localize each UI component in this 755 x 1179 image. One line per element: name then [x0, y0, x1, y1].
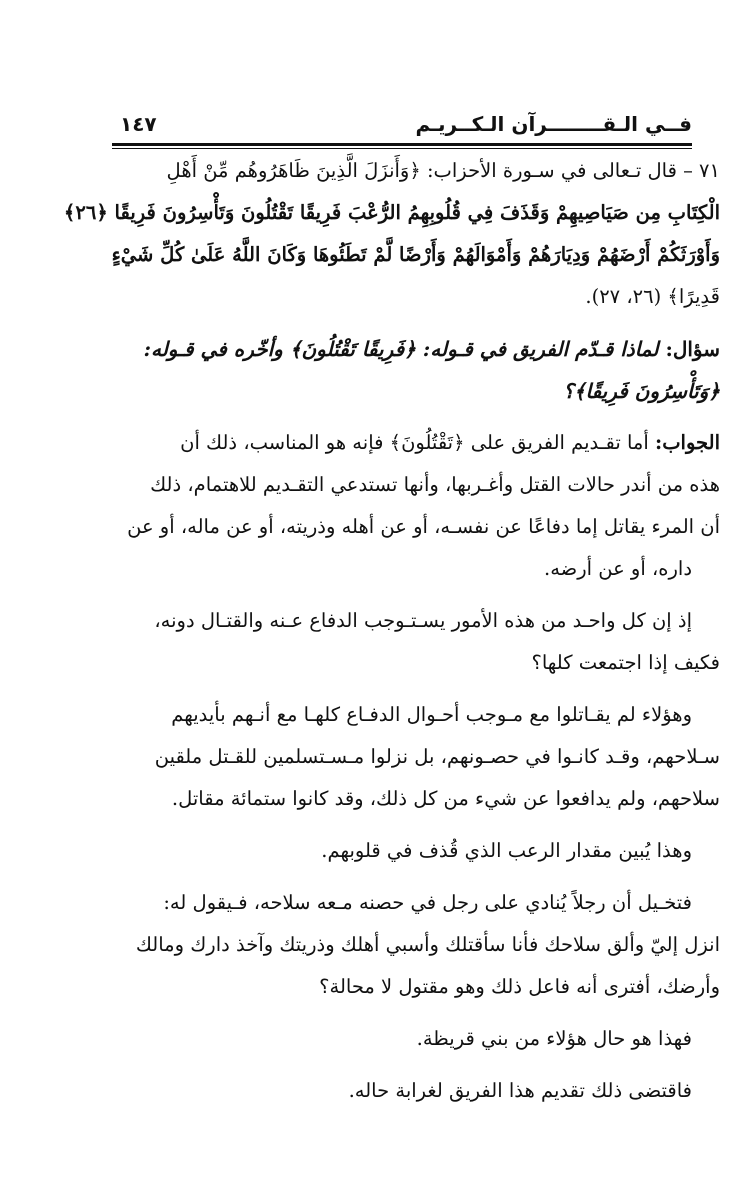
- page-number: ١٤٧: [120, 112, 157, 136]
- page-body: [63, 150, 720, 1122]
- text-line: فهذا هو حال هؤلاء من بني قريظة.: [416, 1027, 692, 1050]
- text-line: فاقتضى ذلك تقديم هذا الفريق لغرابة حاله.: [348, 1079, 692, 1102]
- answer-text: أما تقـديم الفريق على ﴿تَقْتُلُونَ﴾ فإنه هو المناسب، ذلك أن: [180, 431, 649, 454]
- verse-line: قَدِيرًا﴾ (٢٦، ٢٧).: [585, 285, 720, 308]
- question-label: سؤال:: [665, 337, 720, 361]
- text-line: فكيف إذا اجتمعت كلها؟: [531, 651, 720, 674]
- answer-label: الجواب:: [655, 431, 720, 454]
- text-line: سلاحهم، ولم يدافعوا عن شيء من كل ذلك، وقد كانوا ستمائة مقاتل.: [171, 787, 720, 810]
- page-header: [112, 112, 692, 140]
- text-line: وأرضك، أفترى أنه فاعل ذلك وهو مقتول لا محالة؟: [319, 975, 720, 998]
- question-paragraph: [66, 328, 720, 412]
- verse-line: وَأَوْرَثَكُمْ أَرْضَهُمْ وَدِيَارَهُمْ وَأَمْوَالَهُمْ وَأَرْضًا لَّمْ تَطَئُوهَا وَكَانَ اللَّهُ عَلَىٰ كُلِّ شَيْءٍ: [111, 243, 720, 266]
- paragraph: [66, 830, 720, 872]
- answer-line: [66, 422, 720, 464]
- answer-line: داره، أو عن أرضه.: [544, 557, 692, 580]
- paragraph: [66, 1018, 720, 1060]
- text-line: سـلاحهم، وقـد كانـوا في حصـونهم، بل نزلوا مـسـتسلمين للقـتل ملقين: [154, 745, 720, 768]
- running-title: فــي الـقــــــــرآن الـكــريـم: [415, 112, 692, 136]
- header-rule: [112, 143, 692, 149]
- text-line: وهؤلاء لم يقـاتلوا مع مـوجب أحـوال الدفـاع كلهـا مع أنـهم بأيديهم: [171, 703, 692, 726]
- question-line: [66, 328, 720, 370]
- answer-line: أن المرء يقاتل إما دفاعًا عن نفسـه، أو عن أهله وذريته، أو عن ماله، أو عن: [127, 515, 720, 538]
- paragraph: [66, 882, 720, 1008]
- question-line: ﴿وَتَأْسِرُونَ فَرِيقًا﴾؟: [563, 379, 720, 403]
- answer-line: هذه من أندر حالات القتل وأغـربها، وأنها تستدعي التقـديم للاهتمام، ذلك: [150, 473, 720, 496]
- text-line: وهذا يُبين مقدار الرعب الذي قُذف في قلوبهم.: [321, 839, 692, 862]
- verse-line: الْكِتَابِ مِن صَيَاصِيهِمْ وَقَذَفَ فِي قُلُوبِهِمُ الرُّعْبَ فَرِيقًا تَقْتُلُونَ وَتَأْسِرُونَ فَرِيقًا ﴿٢٦﴾: [63, 201, 720, 224]
- verse-71-paragraph: [63, 150, 720, 318]
- text-line: انزل إليّ وألق سلاحك فأنا سأقتلك وأسبي أهلك وذريتك وآخذ دارك ومالك: [135, 933, 720, 956]
- answer-paragraph: [66, 422, 720, 590]
- paragraph: [66, 694, 720, 820]
- paragraph: [66, 1070, 720, 1112]
- question-text: لماذا قـدّم الفريق في قـوله: ﴿فَرِيقًا تَقْتُلُونَ﴾ وأخّره في قـوله:: [143, 337, 659, 361]
- paragraph: [66, 600, 720, 684]
- text-line: إذ إن كل واحـد من هذه الأمور يسـتـوجب الدفاع عـنه والقتـال دونه،: [154, 609, 692, 632]
- text-line: فتخـيل أن رجلاً يُنادي على رجل في حصنه مـعه سلاحه، فـيقول له:: [163, 891, 692, 914]
- verse-line: ٧١ – قال تـعالى في سـورة الأحزاب: ﴿وَأَنزَلَ الَّذِينَ ظَاهَرُوهُم مِّنْ أَهْلِ: [166, 159, 720, 182]
